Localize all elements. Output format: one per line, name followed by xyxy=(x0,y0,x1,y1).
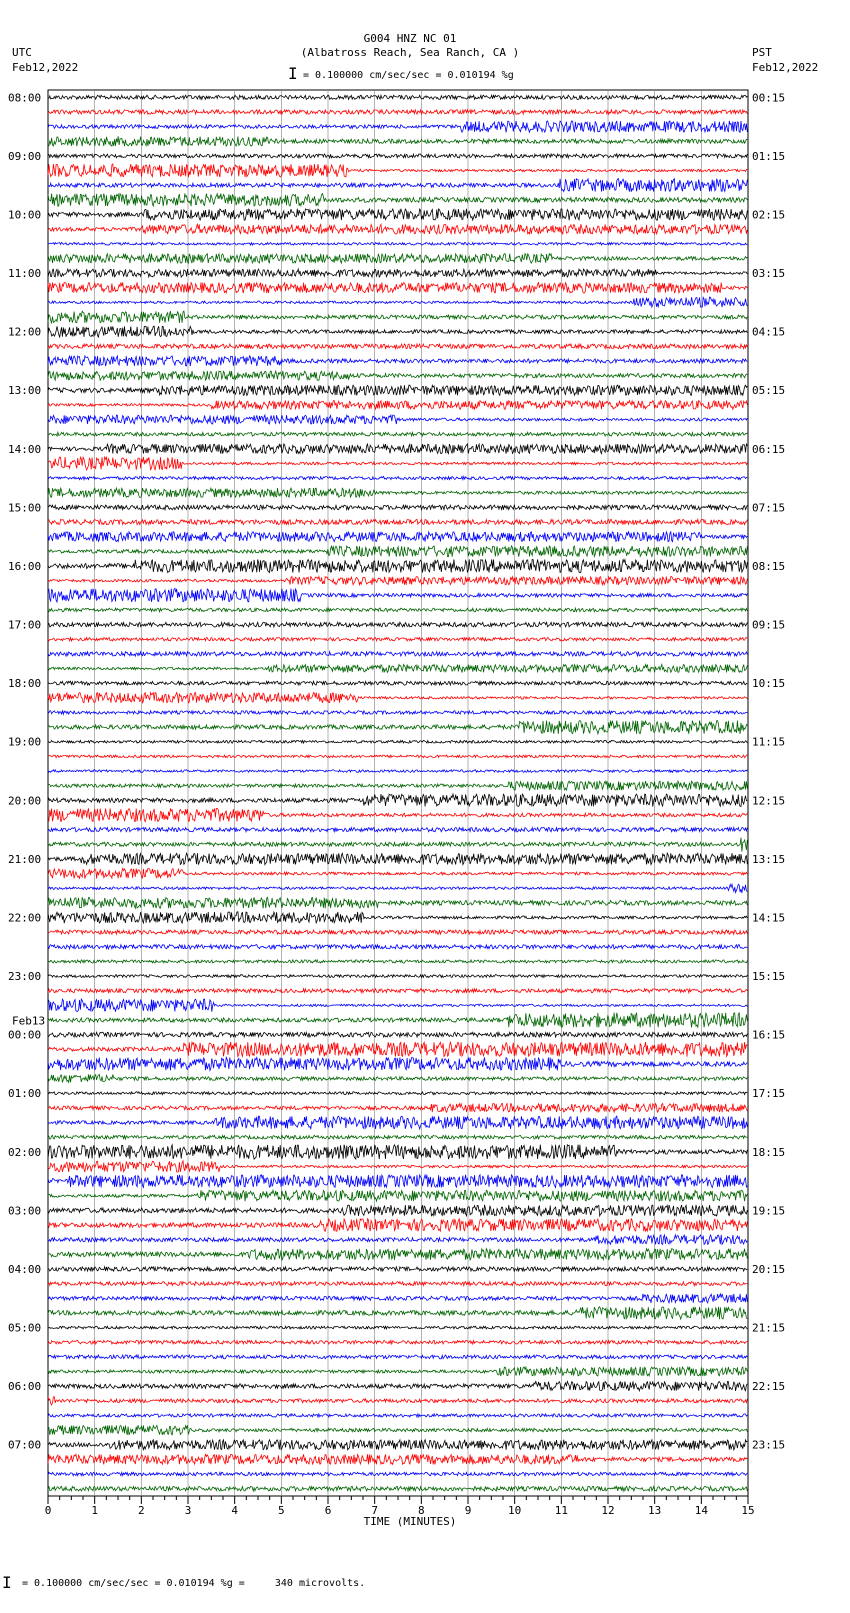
pst-hour-label: 23:15 xyxy=(752,1438,786,1452)
utc-hour-label: 22:00 xyxy=(8,911,42,925)
pst-hour-label: 21:15 xyxy=(752,1321,786,1335)
trace-line xyxy=(48,588,747,602)
pst-hour-label: 11:15 xyxy=(752,735,786,749)
date-change-label: Feb13 xyxy=(12,1014,46,1028)
footer-scale-bar-icon: I xyxy=(2,1573,12,1592)
utc-hour-label: 06:00 xyxy=(8,1380,42,1394)
trace-line xyxy=(48,1486,747,1491)
trace-line xyxy=(48,1104,747,1113)
trace-line xyxy=(48,385,747,395)
trace-line xyxy=(48,1190,747,1201)
pst-hour-label: 20:15 xyxy=(752,1262,786,1276)
x-tick-label: 10 xyxy=(508,1504,522,1517)
pst-hour-label: 22:15 xyxy=(752,1380,786,1394)
trace-line xyxy=(48,269,747,277)
trace-line xyxy=(48,297,747,307)
trace-line xyxy=(48,960,747,963)
trace-line xyxy=(48,989,747,993)
utc-hour-label: 02:00 xyxy=(8,1145,42,1159)
trace-line xyxy=(48,781,747,790)
pst-hour-label: 02:15 xyxy=(752,208,786,222)
trace-line xyxy=(48,532,747,542)
trace-line xyxy=(48,505,747,510)
pst-hour-label: 01:15 xyxy=(752,149,786,163)
trace-line xyxy=(48,770,747,773)
utc-hour-label: 04:00 xyxy=(8,1262,42,1276)
trace-line xyxy=(48,121,747,132)
x-tick-label: 3 xyxy=(184,1504,192,1517)
utc-hour-label: 03:00 xyxy=(8,1204,42,1218)
trace-line xyxy=(48,652,747,656)
utc-hour-label: 20:00 xyxy=(8,794,42,808)
trace-line xyxy=(48,254,747,264)
trace-line xyxy=(48,808,747,821)
trace-line xyxy=(48,444,747,454)
x-tick-label: 15 xyxy=(741,1504,755,1517)
trace-line xyxy=(48,164,747,177)
pst-hour-label: 08:15 xyxy=(752,559,786,573)
trace-line xyxy=(48,794,747,807)
scale-bar-icon: I xyxy=(288,64,298,83)
x-tick-label: 5 xyxy=(278,1504,285,1517)
pst-hour-label: 13:15 xyxy=(752,852,786,866)
trace-line xyxy=(48,1205,747,1216)
trace-line xyxy=(48,1307,747,1320)
trace-line xyxy=(48,975,747,978)
trace-line xyxy=(48,356,747,366)
pst-hour-label: 03:15 xyxy=(752,267,786,281)
x-tick-label: 2 xyxy=(138,1504,145,1517)
trace-line xyxy=(48,488,747,497)
trace-line xyxy=(48,1092,747,1095)
utc-hour-label: 01:00 xyxy=(8,1087,42,1101)
trace-line xyxy=(48,282,747,293)
utc-hour-label: 16:00 xyxy=(8,559,42,573)
pst-hour-label: 15:15 xyxy=(752,970,786,984)
trace-line xyxy=(48,868,747,878)
utc-hour-label: 09:00 xyxy=(8,149,42,163)
trace-line xyxy=(48,432,747,436)
trace-line xyxy=(48,622,747,627)
trace-line xyxy=(48,838,747,852)
trace-line xyxy=(48,1135,747,1139)
trace-line xyxy=(48,154,747,158)
trace-line xyxy=(48,1414,747,1417)
pst-hour-label: 00:15 xyxy=(752,91,786,105)
trace-line xyxy=(48,1074,747,1082)
x-tick-label: 6 xyxy=(324,1504,332,1517)
x-tick-label: 1 xyxy=(91,1504,98,1517)
trace-line xyxy=(48,344,747,349)
trace-line xyxy=(48,1355,747,1359)
trace-line xyxy=(48,1381,747,1391)
chart-title: G004 HNZ NC 01 xyxy=(363,32,457,45)
utc-hour-label: 14:00 xyxy=(8,442,42,456)
trace-line xyxy=(48,1057,747,1070)
x-tick-label: 11 xyxy=(554,1504,568,1517)
utc-hour-label: 11:00 xyxy=(8,267,42,281)
trace-line xyxy=(48,912,747,923)
trace-line xyxy=(48,194,747,207)
trace-line xyxy=(48,1042,747,1057)
trace-line xyxy=(48,95,747,99)
trace-line xyxy=(48,1472,747,1476)
utc-label: UTC xyxy=(12,46,32,59)
trace-line xyxy=(48,576,747,584)
pst-hour-label: 05:15 xyxy=(752,384,786,398)
trace-line xyxy=(48,853,747,864)
trace-line xyxy=(48,1175,747,1188)
trace-line xyxy=(48,559,747,572)
trace-line xyxy=(48,546,747,557)
utc-hour-label: 18:00 xyxy=(8,677,42,691)
trace-line xyxy=(48,311,747,323)
x-tick-label: 12 xyxy=(601,1504,615,1517)
utc-date: Feb12,2022 xyxy=(12,61,79,74)
trace-line xyxy=(48,930,747,934)
trace-line xyxy=(48,136,747,146)
pst-hour-label: 10:15 xyxy=(752,677,786,691)
trace-line xyxy=(48,1013,747,1028)
utc-hour-label: 05:00 xyxy=(8,1321,42,1335)
x-tick-label: 9 xyxy=(464,1504,472,1517)
pst-hour-label: 17:15 xyxy=(752,1087,786,1101)
trace-line xyxy=(48,243,747,246)
pst-hour-label: 09:15 xyxy=(752,618,786,632)
trace-line xyxy=(48,828,747,832)
trace-line xyxy=(48,1032,747,1037)
trace-line xyxy=(48,897,747,908)
plot-frame xyxy=(48,90,748,1496)
x-tick-label: 4 xyxy=(231,1504,238,1517)
trace-line xyxy=(48,1340,747,1344)
trace-line xyxy=(48,740,747,743)
footer-scale-note: = 0.100000 cm/sec/sec = 0.010194 %g = 340 microvolts. xyxy=(22,1578,366,1589)
utc-hour-label: 07:00 xyxy=(8,1438,42,1452)
pst-hour-label: 14:15 xyxy=(752,911,786,925)
utc-hour-label: 00:00 xyxy=(8,1028,42,1042)
trace-line xyxy=(48,945,747,949)
trace-line xyxy=(48,457,747,470)
trace-line xyxy=(48,1282,747,1286)
utc-hour-label: 23:00 xyxy=(8,970,42,984)
x-tick-label: 13 xyxy=(648,1504,662,1517)
x-tick-label: 7 xyxy=(371,1504,378,1517)
trace-line xyxy=(48,999,747,1012)
trace-line xyxy=(48,1235,747,1245)
trace-line xyxy=(48,1326,747,1329)
utc-hour-label: 12:00 xyxy=(8,325,42,339)
trace-line xyxy=(48,884,747,893)
trace-line xyxy=(48,1294,747,1303)
trace-line xyxy=(48,110,747,114)
utc-hour-label: 21:00 xyxy=(8,852,42,866)
trace-line xyxy=(48,1145,747,1160)
utc-hour-label: 13:00 xyxy=(8,384,42,398)
trace-line xyxy=(48,755,747,758)
trace-line xyxy=(48,1440,747,1450)
x-tick-label: 14 xyxy=(694,1504,708,1517)
trace-line xyxy=(48,1425,747,1435)
trace-line xyxy=(48,638,747,641)
pst-hour-label: 16:15 xyxy=(752,1028,786,1042)
trace-line xyxy=(48,1116,747,1129)
trace-line xyxy=(48,1397,747,1405)
pst-hour-label: 04:15 xyxy=(752,325,786,339)
trace-line xyxy=(48,415,747,424)
trace-line xyxy=(48,665,747,673)
x-tick-label: 0 xyxy=(44,1504,52,1517)
trace-line xyxy=(48,1249,747,1260)
x-tick-label: 8 xyxy=(418,1504,425,1517)
utc-hour-label: 15:00 xyxy=(8,501,42,515)
trace-line xyxy=(48,1454,747,1464)
trace-line xyxy=(48,520,747,525)
trace-line xyxy=(48,1161,747,1172)
trace-line xyxy=(48,371,747,380)
pst-hour-label: 19:15 xyxy=(752,1204,786,1218)
pst-date: Feb12,2022 xyxy=(752,61,819,74)
trace-line xyxy=(48,1367,747,1376)
pst-hour-label: 18:15 xyxy=(752,1145,786,1159)
x-axis-label: TIME (MINUTES) xyxy=(363,1515,457,1528)
trace-line xyxy=(48,1267,747,1271)
utc-hour-label: 10:00 xyxy=(8,208,42,222)
trace-line xyxy=(48,326,747,337)
trace-line xyxy=(48,681,747,685)
trace-line xyxy=(48,179,747,192)
trace-line xyxy=(48,608,747,612)
pst-hour-label: 12:15 xyxy=(752,794,786,808)
trace-line xyxy=(48,401,747,410)
pst-label: PST xyxy=(752,46,772,59)
utc-hour-label: 19:00 xyxy=(8,735,42,749)
trace-line xyxy=(48,224,747,234)
trace-line xyxy=(48,1219,747,1232)
trace-line xyxy=(48,209,747,221)
utc-hour-label: 08:00 xyxy=(8,91,42,105)
scale-note: = 0.100000 cm/sec/sec = 0.010194 %g xyxy=(303,70,514,81)
pst-hour-label: 06:15 xyxy=(752,442,786,456)
trace-line xyxy=(48,693,747,704)
trace-line xyxy=(48,711,747,715)
chart-subtitle: (Albatross Reach, Sea Ranch, CA ) xyxy=(300,46,520,59)
trace-line xyxy=(48,721,747,734)
pst-hour-label: 07:15 xyxy=(752,501,786,515)
trace-line xyxy=(48,477,747,480)
utc-hour-label: 17:00 xyxy=(8,618,42,632)
